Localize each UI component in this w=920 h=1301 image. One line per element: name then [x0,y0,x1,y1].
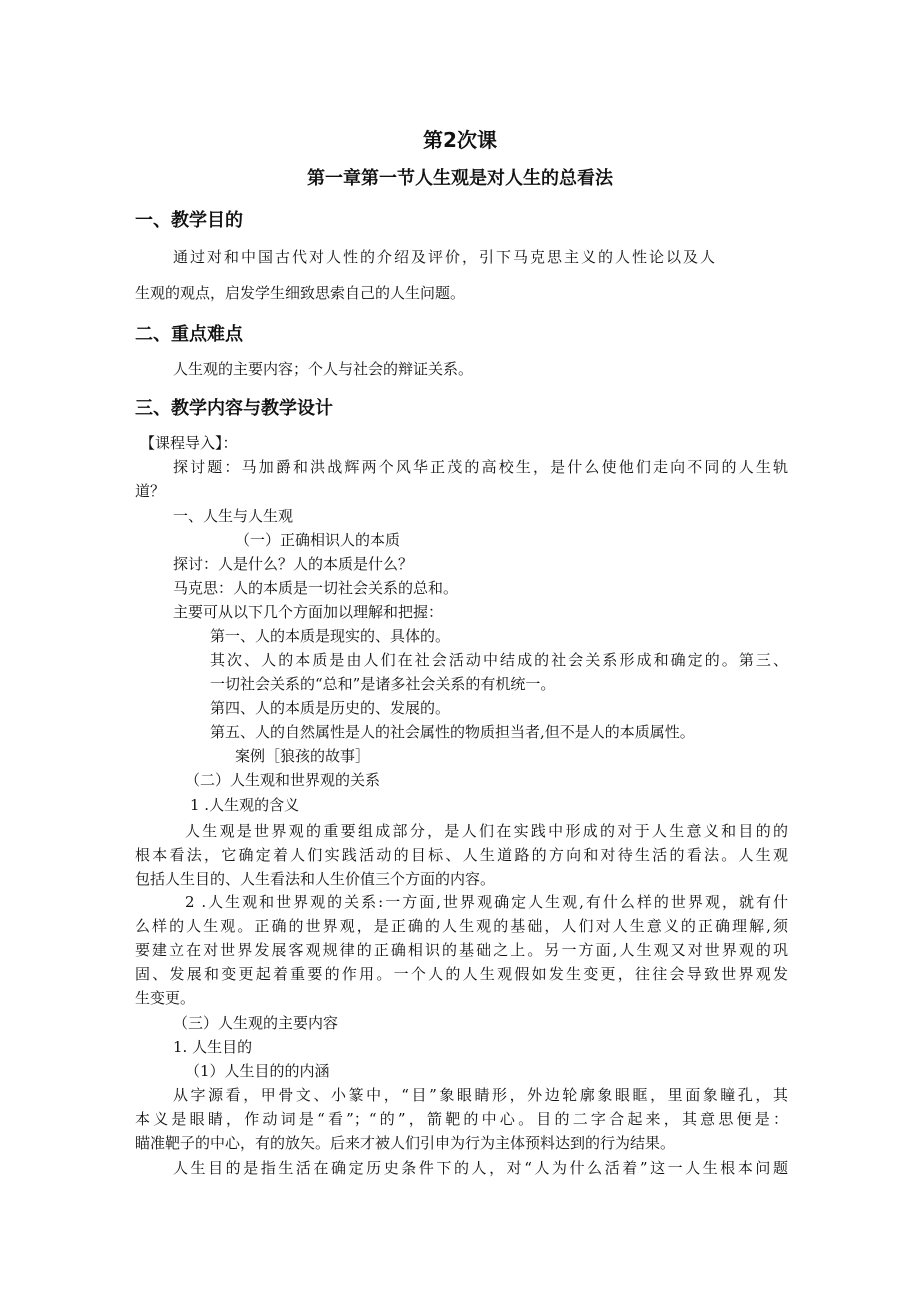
essence-point-3: 一切社会关系的“总和”是诸多社会关系的有机统一。 [210,675,556,693]
part-one-heading: 一、人生与人生观 [173,507,294,525]
relation-line-3: 要建立在对世界发展客观规律的正确相识的基础之上。另一方面,人生观又对世界观的巩 [135,941,788,959]
ask-line: 探讨：人是什么？人的本质是什么？ [173,555,414,573]
course-intro-label: 【课程导入】： [140,434,238,452]
essence-point-4: 第四、人的本质是历史的、发展的。 [210,699,451,717]
goal-meaning-heading: （1）人生目的的内涵 [185,1062,330,1080]
definition-line-3: 包括人生目的、人生看法和人生价值三个方面的内容。 [135,870,496,888]
section-heading-content: 三、教学内容与教学设计 [135,398,333,419]
definition-line-1: 人生观是世界观的重要组成部分，是人们在实践中形成的对于人生意义和目的的 [185,822,788,840]
essence-point-1: 第一、人的本质是现实的、具体的。 [210,627,451,645]
item-1-heading: 1 .人生观的含义 [190,796,300,814]
relation-line-5: 生变更。 [135,989,196,1007]
essence-point-5: 第五、人的自然属性是人的社会属性的物质担当者,但不是人的本质属性。 [210,723,695,741]
subsection-2-heading: （二）人生观和世界观的关系 [185,771,381,789]
subsection-3-heading: （三）人生观的主要内容 [173,1014,339,1032]
etymology-line-2: 本义是眼睛，作动词是“看”；“的”，箭靶的中心。目的二字合起来，其意思便是： [135,1110,788,1128]
discussion-line-2: 道？ [135,482,166,500]
etymology-line-3: 瞄准靶子的中心，有的放矢。后来才被人们引申为行为主体预料达到的行为结果。 [135,1134,676,1152]
objectives-line-2: 生观的观点，启发学生细致思索自己的人生问题。 [135,284,466,302]
main-aspects-line: 主要可从以下几个方面加以理解和把握： [173,603,444,621]
subsection-1-heading: （一）正确相识人的本质 [235,531,401,549]
key-points-line: 人生观的主要内容；个人与社会的辩证关系。 [173,360,474,378]
marx-line: 马克思：人的本质是一切社会关系的总和。 [173,579,459,597]
etymology-line-1: 从字源看，甲骨文、小篆中，“目”象眼睛形，外边轮廓象眼眶，里面象瞳孔，其 [173,1086,788,1104]
relation-line-2: 么样的人生观。正确的世界观，是正确的人生观的基础，人们对人生意义的正确理解,须 [135,917,788,935]
section-heading-key-points: 二、重点难点 [135,324,243,345]
definition-line-2: 根本看法，它确定着人们实践活动的目标、人生道路的方向和对待生活的看法。人生观 [135,846,788,864]
relation-line-4: 固、发展和变更起着重要的作用。一个人的人生观假如发生变更，往往会导致世界观发 [135,965,788,983]
goal-heading: 1. 人生目的 [173,1038,253,1056]
page-title: 第2次课 [423,128,497,152]
relation-line-1: 2 .人生观和世界观的关系:一方面,世界观确定人生观,有什么样的世界观，就有什 [185,893,788,911]
page-subtitle: 第一章第一节人生观是对人生的总看法 [307,168,613,189]
section-heading-objectives: 一、教学目的 [135,210,243,231]
goal-definition-line: 人生目的是指生活在确定历史条件下的人，对“人为什么活着”这一人生根本问题 [173,1159,788,1177]
objectives-line-1: 通过对和中国古代对人性的介绍及评价，引下马克思主义的人性论以及人 [173,248,715,266]
case-line: 案例［狼孩的故事］ [235,747,371,765]
essence-point-2: 其次、人的本质是由人们在社会活动中结成的社会关系形成和确定的。第三、 [210,651,788,669]
discussion-line-1: 探讨题：马加爵和洪战辉两个风华正茂的高校生，是什么使他们走向不同的人生轨 [173,458,788,476]
